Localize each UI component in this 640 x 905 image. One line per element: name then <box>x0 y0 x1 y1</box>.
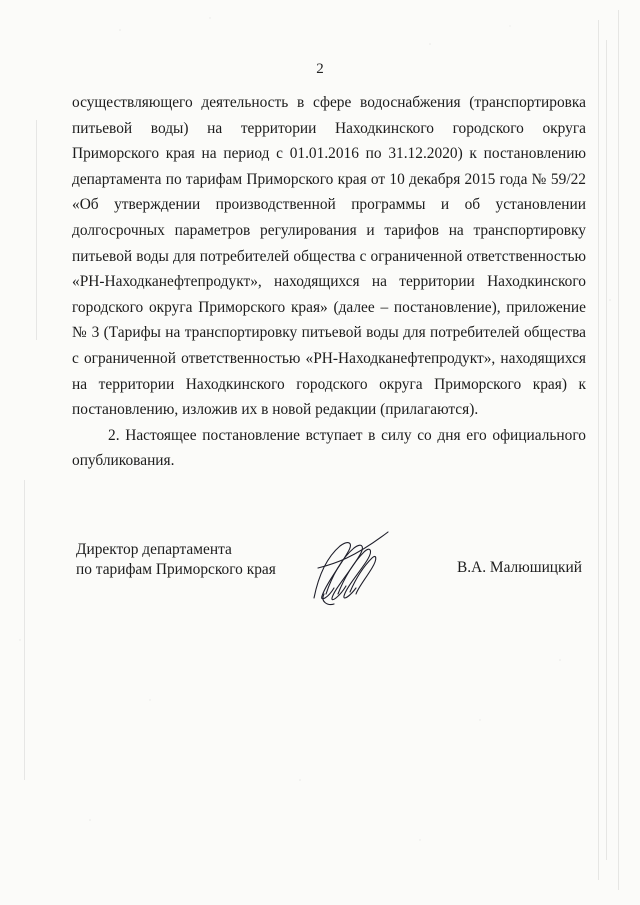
signer-position <box>76 540 316 580</box>
page-number: 2 <box>316 61 324 77</box>
paragraph-continuation: осуществляющего деятельность в сфере водоснабжения (транспортировка питьевой воды) на территории Находкинского городского округа Приморского края на период с 01.01.2016 по 31.12.2020) к постановлению департамента по тарифам Приморского края от 10 декабря 2015 года № 59/22 «Об утверждении производственной программы и об установлении долгосрочных параметров регулирования и тарифов на транспортировку питьевой воды для потребителей общества с ограниченной ответственностью «РН-Находканефтепродукт», находящихся на территории Находкинского городского округа Приморского края» (далее – постановление), приложение № 3 (Тарифы на транспортировку питьевой воды для потребителей общества с ограниченной ответственностью «РН-Находканефтепродукт», находящихся на территории Находкинского городского округа Приморского края) к постановлению, изложив их в новой редакции (прилагаются). <box>72 94 586 419</box>
position-line-2: по тарифам Приморского края <box>76 561 276 578</box>
position-line-1: Директор департамента <box>76 541 232 558</box>
signer-name: В.А. Малюшицкий <box>456 559 582 576</box>
signature-block <box>72 540 586 610</box>
handwritten-signature <box>304 528 394 608</box>
paragraph-effective-date: 2. Настоящее постановление вступает в силу со дня его официального опубликования. <box>72 426 586 470</box>
document-body <box>72 90 586 474</box>
